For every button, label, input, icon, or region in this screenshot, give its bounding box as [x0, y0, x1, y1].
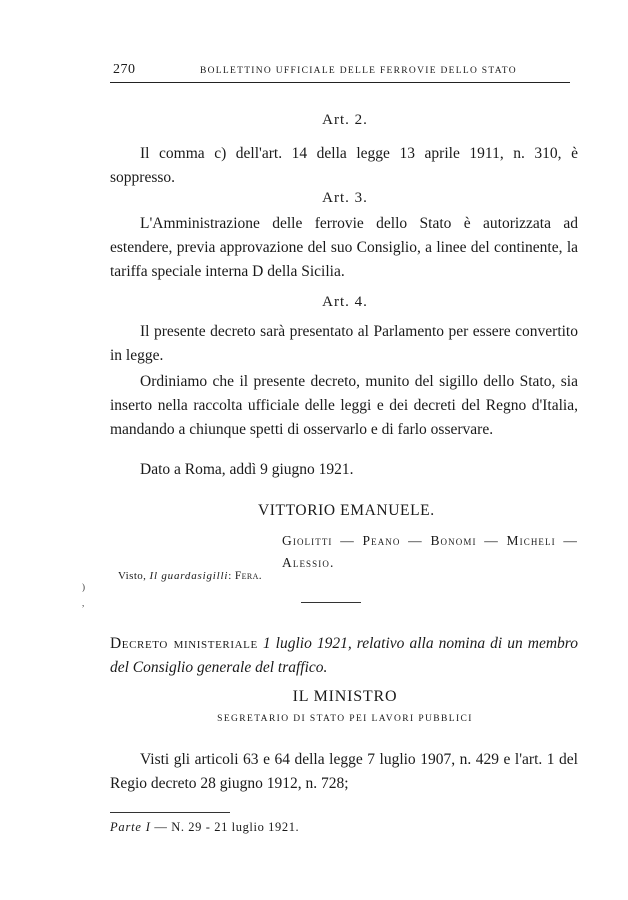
- article-2-heading: Art. 2.: [322, 112, 368, 128]
- margin-mark: ): [82, 582, 85, 592]
- footnote-rule: [110, 812, 230, 813]
- decree-title: [110, 632, 578, 680]
- header-rule: [110, 82, 570, 83]
- article-4-paragraph-2: Ordiniamo che il presente decreto, munito del sigillo dello Stato, sia inserto nella raccolta ufficiale delle leggi e dei decreti del Regno d'Italia, mandando a chiunque spetti di osservarlo e di farlo osservare.: [110, 373, 578, 438]
- visto-line: Visto, Il guardasigilli: Fera.: [118, 570, 263, 582]
- visto-label: Visto,: [118, 570, 147, 582]
- footer-issue: [110, 820, 299, 835]
- article-3-heading: Art. 3.: [322, 190, 368, 206]
- visto-role: Il guardasigilli: [149, 570, 229, 582]
- running-title: BOLLETTINO UFFICIALE DELLE FERROVIE DELLO STATO: [200, 66, 517, 76]
- footer-issue-number: — N. 29 - 21 luglio 1921.: [154, 820, 300, 834]
- article-3-text: L'Amministrazione delle ferrovie dello Stato è autorizzata ad estendere, previa approvazione del suo Consiglio, a linee del continente, la tariffa speciale interna D della Sicilia.: [110, 215, 578, 280]
- article-4-paragraph-1: Il presente decreto sarà presentato al Parlamento per essere convertito in legge.: [110, 323, 578, 364]
- decree-visti: Visti gli articoli 63 e 64 della legge 7 luglio 1907, n. 429 e l'art. 1 del Regio decreto 28 giugno 1912, n. 728;: [110, 751, 578, 792]
- margin-mark: ,: [82, 598, 85, 608]
- authority-heading: IL MINISTRO: [292, 688, 398, 705]
- authority-subheading: SEGRETARIO DI STATO PEI LAVORI PUBBLICI: [217, 714, 473, 724]
- section-separator: [301, 602, 361, 603]
- article-4-heading: Art. 4.: [322, 294, 368, 310]
- article-4-paragraph-3: Dato a Roma, addì 9 giugno 1921.: [140, 461, 354, 478]
- page-number: 270: [113, 62, 136, 77]
- king-signature: VITTORIO EMANUELE.: [258, 502, 435, 519]
- decree-title-rest: 1 luglio 1921, relativo alla nomina di un membro del Consiglio generale del traffico.: [110, 635, 579, 676]
- visto-name: Fera.: [234, 570, 263, 582]
- decree-title-prefix: Decreto ministeriale: [110, 635, 258, 652]
- minister-signatures: Giolitti — Peano — Bonomi — Micheli — Alessio.: [282, 533, 578, 570]
- article-2-text: Il comma c) dell'art. 14 della legge 13 aprile 1911, n. 310, è soppresso.: [110, 145, 578, 186]
- footer-part: Parte I: [110, 820, 151, 834]
